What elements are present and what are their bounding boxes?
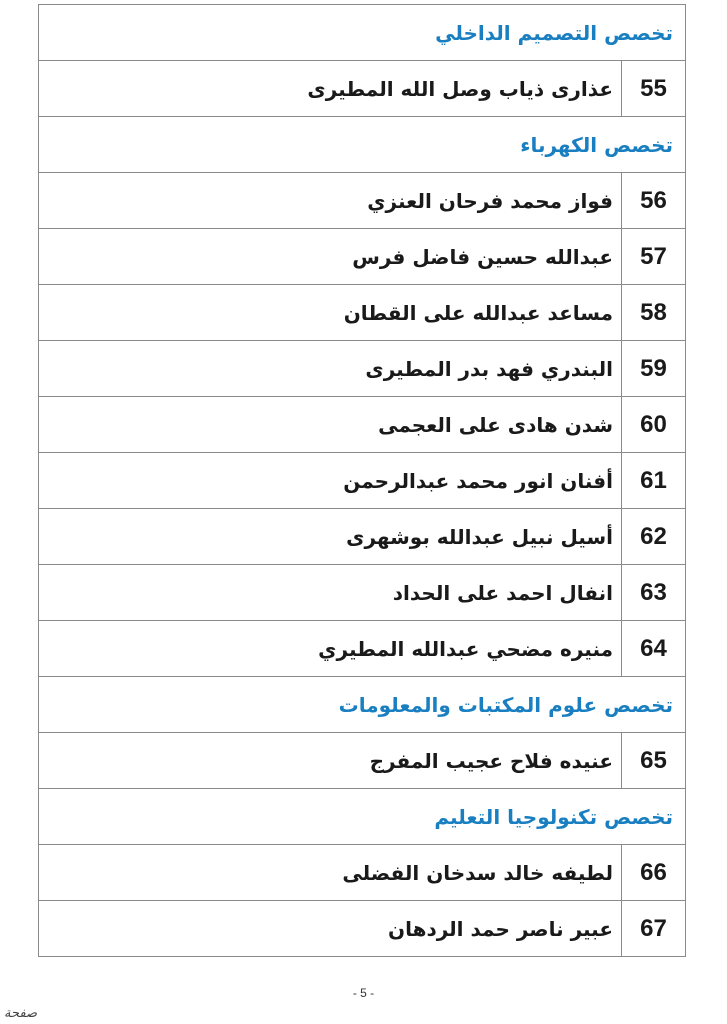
row-number: 56 xyxy=(621,173,685,228)
table-row xyxy=(39,340,685,396)
table-row xyxy=(39,452,685,508)
table-row xyxy=(39,60,685,116)
section-title: تخصص علوم المكتبات والمعلومات xyxy=(338,692,673,717)
row-number: 60 xyxy=(621,397,685,452)
student-name: أسيل نبيل عبدالله بوشهرى xyxy=(346,524,613,549)
student-name: فواز محمد فرحان العنزي xyxy=(367,188,613,213)
row-number: 63 xyxy=(621,565,685,620)
table-row xyxy=(39,172,685,228)
student-name: أفنان انور محمد عبدالرحمن xyxy=(343,468,613,493)
row-number: 58 xyxy=(621,285,685,340)
row-number: 61 xyxy=(621,453,685,508)
table-row xyxy=(39,228,685,284)
student-name: لطيفه خالد سدخان الفضلى xyxy=(342,860,613,885)
student-name: عذارى ذياب وصل الله المطيرى xyxy=(307,76,613,101)
student-name: مساعد عبدالله على القطان xyxy=(343,300,613,325)
student-name: عنيده فلاح عجيب المفرج xyxy=(369,748,613,773)
signature: صفحة xyxy=(4,1006,37,1021)
row-number: 57 xyxy=(621,229,685,284)
table-row xyxy=(39,620,685,676)
table-row xyxy=(39,284,685,340)
section-title: تخصص الكهرباء xyxy=(520,132,673,157)
row-number: 65 xyxy=(621,733,685,788)
section-header xyxy=(39,676,685,732)
page-number: - 5 - xyxy=(352,986,375,1000)
student-name: انفال احمد على الحداد xyxy=(392,580,613,605)
section-header xyxy=(39,4,685,60)
table-row xyxy=(39,508,685,564)
row-number: 55 xyxy=(621,61,685,116)
section-header xyxy=(39,788,685,844)
student-name: البندري فهد بدر المطيرى xyxy=(365,356,613,381)
student-name: منيره مضحي عبدالله المطيري xyxy=(318,636,613,661)
results-table xyxy=(38,4,686,957)
student-name: شدن هادى على العجمى xyxy=(378,412,613,437)
table-row xyxy=(39,396,685,452)
table-row xyxy=(39,732,685,788)
section-title: تخصص التصميم الداخلي xyxy=(435,20,673,45)
table-row xyxy=(39,900,685,956)
table-row xyxy=(39,564,685,620)
row-number: 62 xyxy=(621,509,685,564)
row-number: 67 xyxy=(621,901,685,956)
section-title: تخصص تكنولوجيا التعليم xyxy=(434,804,673,829)
row-number: 66 xyxy=(621,845,685,900)
student-name: عبير ناصر حمد الردهان xyxy=(388,916,613,941)
row-number: 64 xyxy=(621,621,685,676)
table-row xyxy=(39,844,685,900)
section-header xyxy=(39,116,685,172)
student-name: عبدالله حسين فاضل فرس xyxy=(352,244,613,269)
row-number: 59 xyxy=(621,341,685,396)
